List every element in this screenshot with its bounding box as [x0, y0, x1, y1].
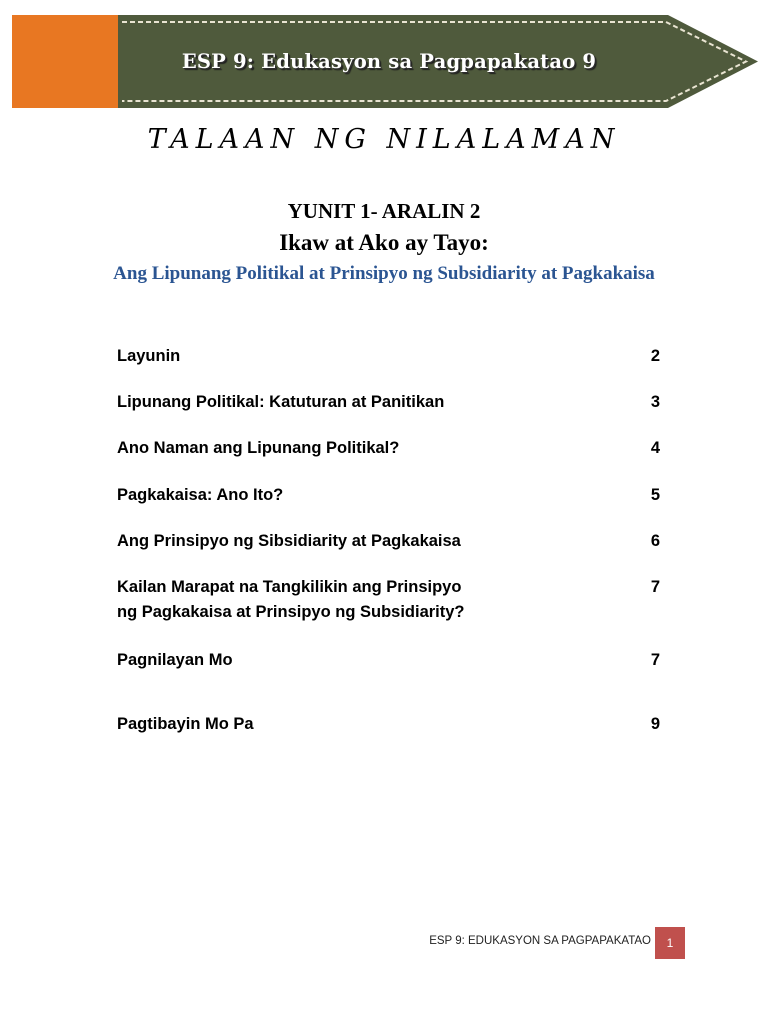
- lesson-title: Ikaw at Ako ay Tayo:: [279, 230, 489, 255]
- toc-entry-page: 2: [650, 347, 660, 365]
- toc-entry-page: 3: [650, 393, 660, 411]
- toc-entry-label: Ang Prinsipyo ng Sibsidiarity at Pagkakaisa: [117, 532, 461, 550]
- toc-entry-label: Ano Naman ang Lipunang Politikal?: [117, 439, 400, 457]
- toc-entry-label: Kailan Marapat na Tangkilikin ang Prinsipyo ng Pagkakaisa at Prinsipyo ng Subsidiarity?: [117, 578, 465, 621]
- toc-entry-page: 7: [650, 651, 660, 669]
- toc-entry[interactable]: [117, 712, 660, 737]
- toc-entry-page: 9: [650, 715, 660, 733]
- toc-entry[interactable]: [117, 483, 660, 508]
- toc-entry-page: 7: [650, 578, 660, 596]
- toc-entry-label: Pagtibayin Mo Pa: [117, 715, 254, 733]
- footer-text: ESP 9: EDUKASYON SA PAGPAPAKATAO: [429, 935, 651, 947]
- unit-title: YUNIT 1- ARALIN 2: [287, 199, 481, 223]
- toc-entry[interactable]: [117, 390, 660, 415]
- toc-entry[interactable]: [117, 529, 660, 554]
- toc-entry-label: Pagkakaisa: Ano Ito?: [117, 486, 284, 504]
- header-banner: [12, 15, 758, 108]
- toc-entry-page: 5: [650, 486, 660, 504]
- toc-entry[interactable]: [117, 344, 660, 369]
- toc-entry-page: 4: [650, 439, 660, 457]
- banner-title: ESP 9: Edukasyon sa Pagpapakatao 9: [181, 50, 597, 73]
- toc-entry-label: Layunin: [117, 347, 181, 365]
- toc-entry[interactable]: [117, 575, 660, 625]
- toc-entry-page: 6: [650, 532, 660, 550]
- banner-orange-block: [12, 15, 118, 108]
- toc-entry-label: Lipunang Politikal: Katuturan at Panitikan: [117, 393, 445, 411]
- toc-entry[interactable]: [117, 436, 660, 461]
- toc-heading: TALAAN NG NILALAMAN: [147, 124, 621, 155]
- page-number-badge: 1: [655, 927, 685, 959]
- lesson-subtitle: Ang Lipunang Politikal at Prinsipyo ng Subsidiarity at Pagkakaisa: [113, 263, 655, 284]
- toc-entry[interactable]: [117, 648, 660, 673]
- toc-entry-label: Pagnilayan Mo: [117, 651, 233, 669]
